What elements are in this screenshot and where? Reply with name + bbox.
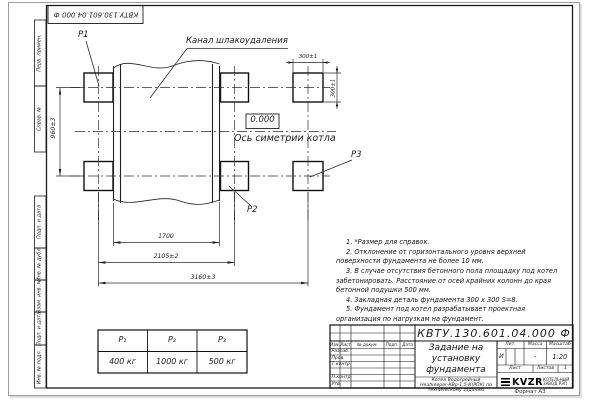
strip-inv-podl: Инв. № подл. (36, 349, 43, 384)
strip-podp-data-2: Подп. и дата (36, 311, 43, 346)
doc-number: КВТУ.130.601.04.000 Ф (417, 327, 571, 340)
scale-value: 1:20 (552, 352, 568, 361)
sheet-label: Лист (509, 365, 521, 371)
slag-channel-outline (114, 60, 220, 204)
col-sign: Подп. (385, 341, 399, 347)
row-tkontr: Т.контр. (331, 362, 352, 367)
format-label: Формат А3 (514, 388, 546, 395)
center-lines (70, 66, 336, 224)
load-table-value-p1: 400 кг (109, 357, 136, 366)
load-table-header-p1: P₁ (118, 335, 127, 344)
load-table-header-p3: P₃ (217, 335, 227, 344)
mass-value: - (534, 352, 537, 361)
dim-300-width: 300±1 (298, 54, 318, 60)
drawing-title: Задание на установку фундамента (426, 343, 486, 375)
lit-label: Лит. (505, 342, 516, 347)
load-table-value-p2: 1000 кг (156, 357, 188, 366)
technical-notes (336, 238, 568, 325)
note-5: 5. Фундамент под котел разрабатывает проектная организация по нагрузкам на фундамент. (336, 305, 526, 323)
company-name: КОТЕЛЬНЫЙ ЗАВОД РЭП (543, 376, 570, 387)
top-stamp-text: КВТУ.130.601.04.000 Ф (53, 10, 138, 19)
col-izm: Изм. (330, 341, 340, 347)
sheets-label: Листов (536, 365, 555, 371)
strip-sprav-no: Справ. № (36, 106, 43, 132)
note-2: 2. Отклонение от горизонтального уровня верхней поверхности фундамента не более 10 мм. (336, 247, 526, 266)
kvzr-logo-text: KVZR (512, 376, 543, 388)
note-4: 4. Закладная деталь фундамента 300 х 300 S=8. (346, 295, 518, 304)
note-1: 1. *Размер для справок. (346, 238, 430, 246)
strip-vzam-inv: Взам. инв. № (36, 279, 43, 313)
row-nkontr: Н.контр. (331, 375, 353, 380)
label-symmetry-axis: Ось симетрии котла (234, 133, 336, 144)
label-level-mark: 0.000 (250, 115, 275, 125)
row-prov: Пров. (331, 355, 345, 361)
kvzr-logo-icon (501, 378, 510, 387)
row-razrab: Разраб. (331, 349, 350, 354)
product-name: Котел Водогрейный Heatkeeper-КВр-1,5-К(РПК) по техническому заданию (420, 377, 492, 393)
strip-podp-data-1: Подп. и дата (36, 204, 43, 240)
note-3: 3. В случае отсутствия бетонного пола площадку под котел забетонировать. Расстояние от осей крайних колонн до края бетонной подушки 500 мм. (336, 266, 558, 295)
dim-1700: 1700 (158, 233, 174, 240)
load-table-value-p3: 500 кг (208, 357, 236, 366)
label-slag-channel: Канал шлакоудаления (186, 36, 288, 46)
strip-inv-dubl: Инв. № дубл. (36, 246, 43, 282)
lit-value: И (499, 353, 504, 360)
mass-label: Масса (527, 342, 543, 347)
top-stamp (48, 5, 143, 23)
col-doc: № докум. (357, 341, 378, 347)
scale-label: Масштаб (548, 342, 571, 347)
dim-2105: 2105±2 (153, 253, 179, 260)
dim-3160: 3160±3 (190, 273, 216, 281)
dim-960: 960±3 (49, 117, 57, 139)
col-date: Дата (402, 341, 413, 347)
col-list: Лист (340, 341, 351, 347)
label-p3: P3 (351, 150, 362, 160)
strip-perv-primen: Перв. примен. (36, 34, 43, 72)
sheets-value: 1 (564, 365, 567, 371)
label-p1: P1 (78, 30, 89, 40)
label-p2: P2 (247, 205, 258, 215)
dim-300-height: 300±1 (330, 78, 337, 97)
load-table-header-p2: P₂ (167, 335, 177, 344)
row-utv: Утв. (331, 381, 342, 387)
